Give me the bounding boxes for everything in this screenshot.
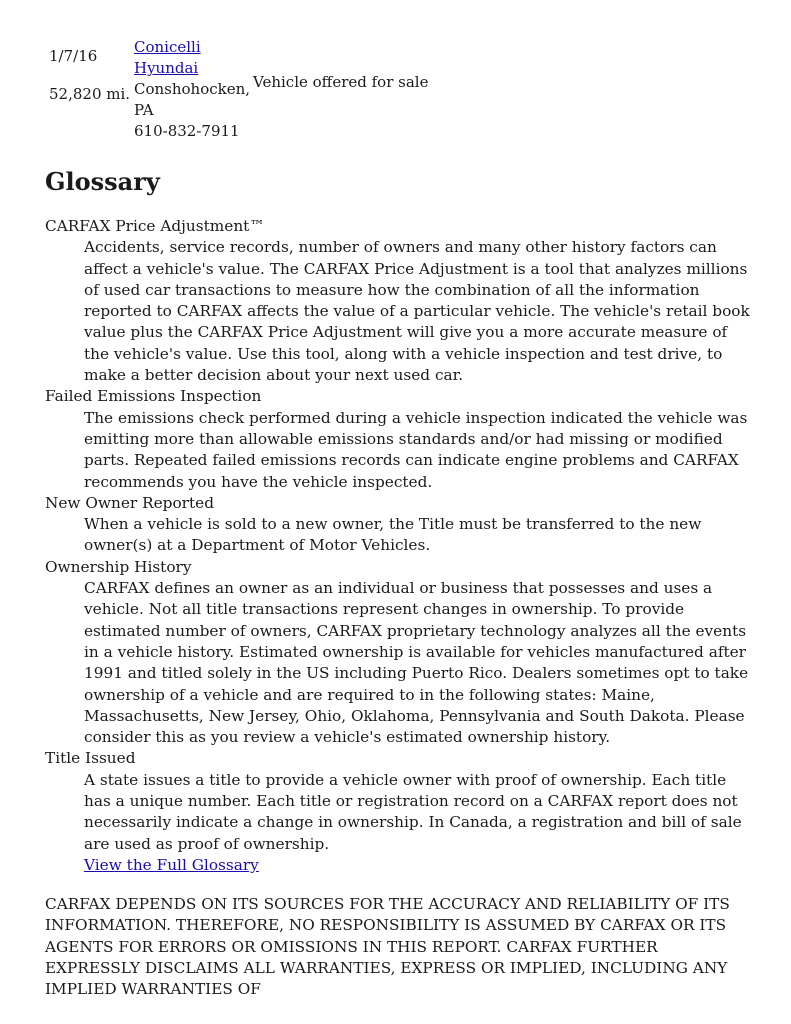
record-comment: Vehicle offered for sale — [253, 73, 429, 91]
glossary-definition: CARFAX defines an owner as an individual or business that possesses and uses a vehicle. Not all title transactions represent changes in ownership. To provide estimated number of owners, CARFAX proprietary technology analyzes all the events in a vehicle history. Estimated ownership is available for vehicles manufactured after 1991 and titled solely in the US including Puerto Rico. Dealers sometimes opt to take ownership of a vehicle and are required to in the following states: Maine, Massachusetts, New Jersey, Ohio, Oklahoma, Pennsylvania and South Dakota. Please consider this as you review a vehicle's estimated ownership history. — [84, 579, 749, 747]
disclaimer-text: CARFAX DEPENDS ON ITS SOURCES FOR THE ACCURACY AND RELIABILITY OF ITS INFORMATION. THEREFORE, NO RESPONSIBILITY IS ASSUMED BY CARFAX OR ITS AGENTS FOR ERRORS OR OMISSIONS IN THIS REPORT. CARFAX FURTHER EXPRESSLY DISCLAIMS ALL WARRANTIES, EXPRESS OR IMPLIED, INCLUDING ANY IMPLIED WARRANTIES OF — [45, 895, 730, 999]
dealer-city: Conshohocken, — [134, 80, 251, 98]
dealer-link-line1: Conicelli — [134, 38, 201, 56]
dealer-link[interactable] — [134, 38, 201, 77]
glossary-title: Glossary — [45, 167, 160, 196]
glossary-term: Ownership History — [45, 557, 192, 576]
glossary-term: CARFAX Price Adjustment™ — [45, 217, 265, 235]
history-record — [46, 37, 466, 147]
glossary-term: Title Issued — [45, 749, 136, 768]
record-mileage: 52,820 mi. — [49, 85, 131, 103]
record-date: 1/7/16 — [49, 47, 98, 65]
glossary-term: Failed Emissions Inspection — [45, 387, 262, 406]
glossary-definition: The emissions check performed during a vehicle inspection indicated the vehicle was emitting more than allowable emissions standards and/or had missing or modified parts. Repeated failed emissions records can indicate engine problems and CARFAX recommends you have the vehicle inspected. — [84, 408, 748, 491]
dealer-state: PA — [134, 101, 154, 119]
glossary-term: New Owner Reported — [45, 493, 214, 512]
dealer-link-line2: Hyundai — [134, 59, 199, 77]
full-glossary-link[interactable]: View the Full Glossary — [84, 855, 259, 874]
record-source — [134, 37, 250, 142]
glossary-definition: Accidents, service records, number of owners and many other history factors can affect a vehicle's value. The CARFAX Price Adjustment is a tool that analyzes millions of used car transactions to measure how the combination of all the information reported to CARFAX affects the value of a particular vehicle. The vehicle's retail book value plus the CARFAX Price Adjustment will give you a more accurate measure of the vehicle's value. Use this tool, along with a vehicle inspection and test drive, to make a better decision about your next used car. — [84, 238, 750, 385]
glossary-list — [45, 216, 755, 876]
dealer-phone: 610-832-7911 — [134, 122, 240, 140]
glossary-definition-text: A state issues a title to provide a vehicle owner with proof of ownership. Each title has a unique number. Each title or registration record on a CARFAX report does not necessarily indicate a change in ownership. In Canada, a registration and bill of sale are used as proof of ownership. — [84, 770, 742, 853]
glossary-definition: When a vehicle is sold to a new owner, the Title must be transferred to the new owner(s) at a Department of Motor Vehicles. — [84, 515, 702, 555]
glossary-definition — [84, 770, 755, 876]
